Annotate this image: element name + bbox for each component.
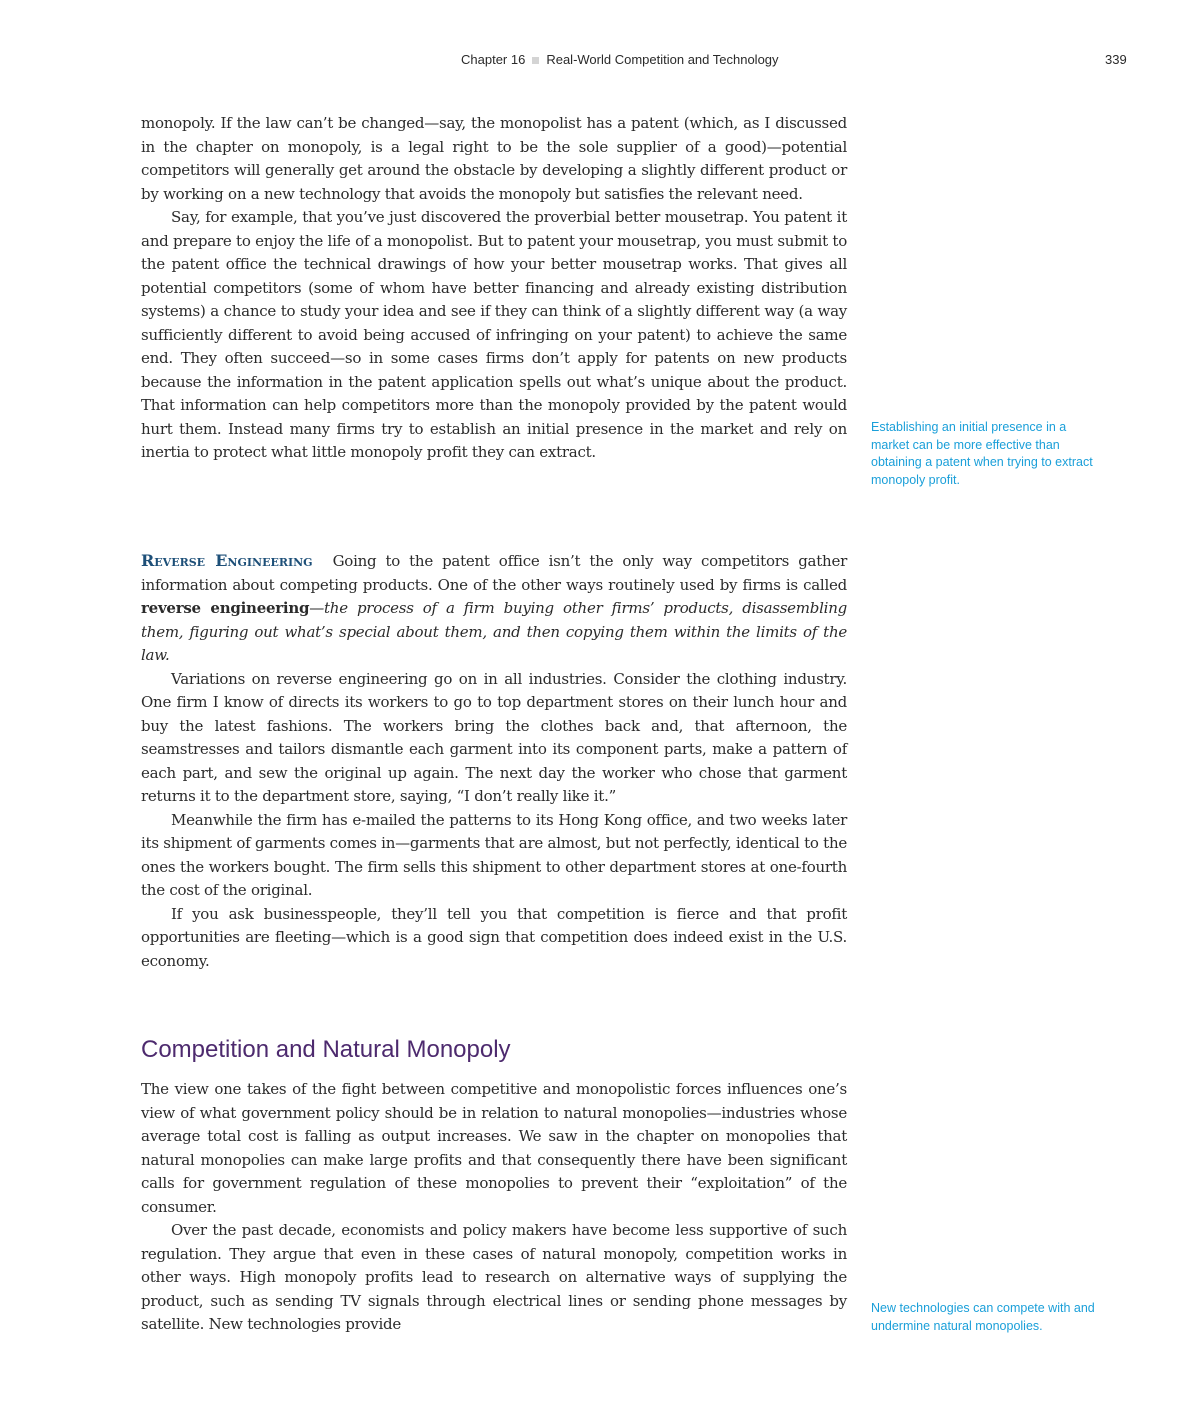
key-term-definition: —the process of a firm buying other firms’ products, disassembling them, figuring out what’s special about them, and then copying them within the limits of the law. [141,599,847,664]
chapter-label: Chapter 16 [461,52,526,67]
margin-note: New technologies can compete with and undermine natural monopolies. [871,1301,1095,1333]
paragraph: Over the past decade, economists and policy makers have become less supportive of such regulation. They argue that even in these cases of natural monopoly, competition works in other ways. High monopoly profits lead to research on alternative ways of supplying the product, such as sending TV signals through electrical lines or sending phone messages by satellite. New technologies provide [141,1221,847,1333]
section-title: Competition and Natural Monopoly [141,1036,511,1063]
paragraph-lead: Going to the patent office isn’t the only way competitors gather information about competing products. One of the other ways routinely used by firms is called [141,552,847,594]
text-block-reverse-engineering [141,549,847,973]
paragraph: If you ask businesspeople, they’ll tell you that competition is fierce and that profit opportunities are fleeting—which is a good sign that competition does indeed exist in the U.S. economy. [141,904,847,970]
paragraph: Say, for example, that you’ve just discovered the proverbial better mousetrap. You patent it and prepare to enjoy the life of a monopolist. But to patent your mousetrap, you must submit to the patent office the technical drawings of how your better mousetrap works. That gives all potential competitors (some of whom have better financing and already existing distribution systems) a chance to study your idea and see if they can think of a slightly different way (a way sufficiently different to avoid being accused of infringing on your patent) to achieve the same end. They often succeed—so in some cases firms don’t apply for patents on new products because the information in the patent application spells out what’s unique about the product. That information can help competitors more than the monopoly provided by the patent would hurt them. Instead many firms try to establish an initial presence in the market and rely on inertia to protect what little monopoly profit they can extract. [141,208,847,461]
paragraph: Variations on reverse engineering go on in all industries. Consider the clothing industry. One firm I know of directs its workers to go to top department stores on their lunch hour and buy the latest fashions. The workers bring the clothes back and, that afternoon, the seamstresses and tailors dismantle each garment into its component parts, make a pattern of each part, and sew the original up again. The next day the worker who chose that garment returns it to the department store, saying, “I don’t really like it.” [141,669,847,805]
paragraph [141,549,847,668]
margin-note: Establishing an initial presence in a market can be more effective than obtaining a patent when trying to extract monopoly profit. [871,420,1093,487]
page-number: 339 [1105,52,1127,67]
chapter-title: Real-World Competition and Technology [546,52,779,67]
text-block-patents [141,112,847,465]
paragraph: Meanwhile the firm has e-mailed the patterns to its Hong Kong office, and two weeks later its shipment of garments comes in—garments that are almost, but not perfectly, identical to the ones the workers bought. The firm sells this shipment to other department stores at one-fourth the cost of the original. [141,810,847,899]
paragraph: monopoly. If the law can’t be changed—say, the monopolist has a patent (which, as I discussed in the chapter on monopoly, is a legal right to be the sole supplier of a good)—potential competitors will generally get around the obstacle by developing a slightly different product or by working on a new technology that avoids the monopoly but satisfies the relevant need. [141,114,847,203]
running-head [461,52,779,67]
subhead-reverse-engineering: Reverse Engineering [141,551,313,570]
paragraph: The view one takes of the fight between competitive and monopolistic forces influences one’s view of what government policy should be in relation to natural monopolies—industries whose average total cost is falling as output increases. We saw in the chapter on monopolies that natural monopolies can make large profits and that consequently there have been significant calls for government regulation of these monopolies to prevent their “exploitation” of the consumer. [141,1080,847,1216]
text-block-natural-monopoly [141,1078,847,1337]
key-term: reverse engineering [141,599,310,617]
separator-square-icon [532,57,539,64]
